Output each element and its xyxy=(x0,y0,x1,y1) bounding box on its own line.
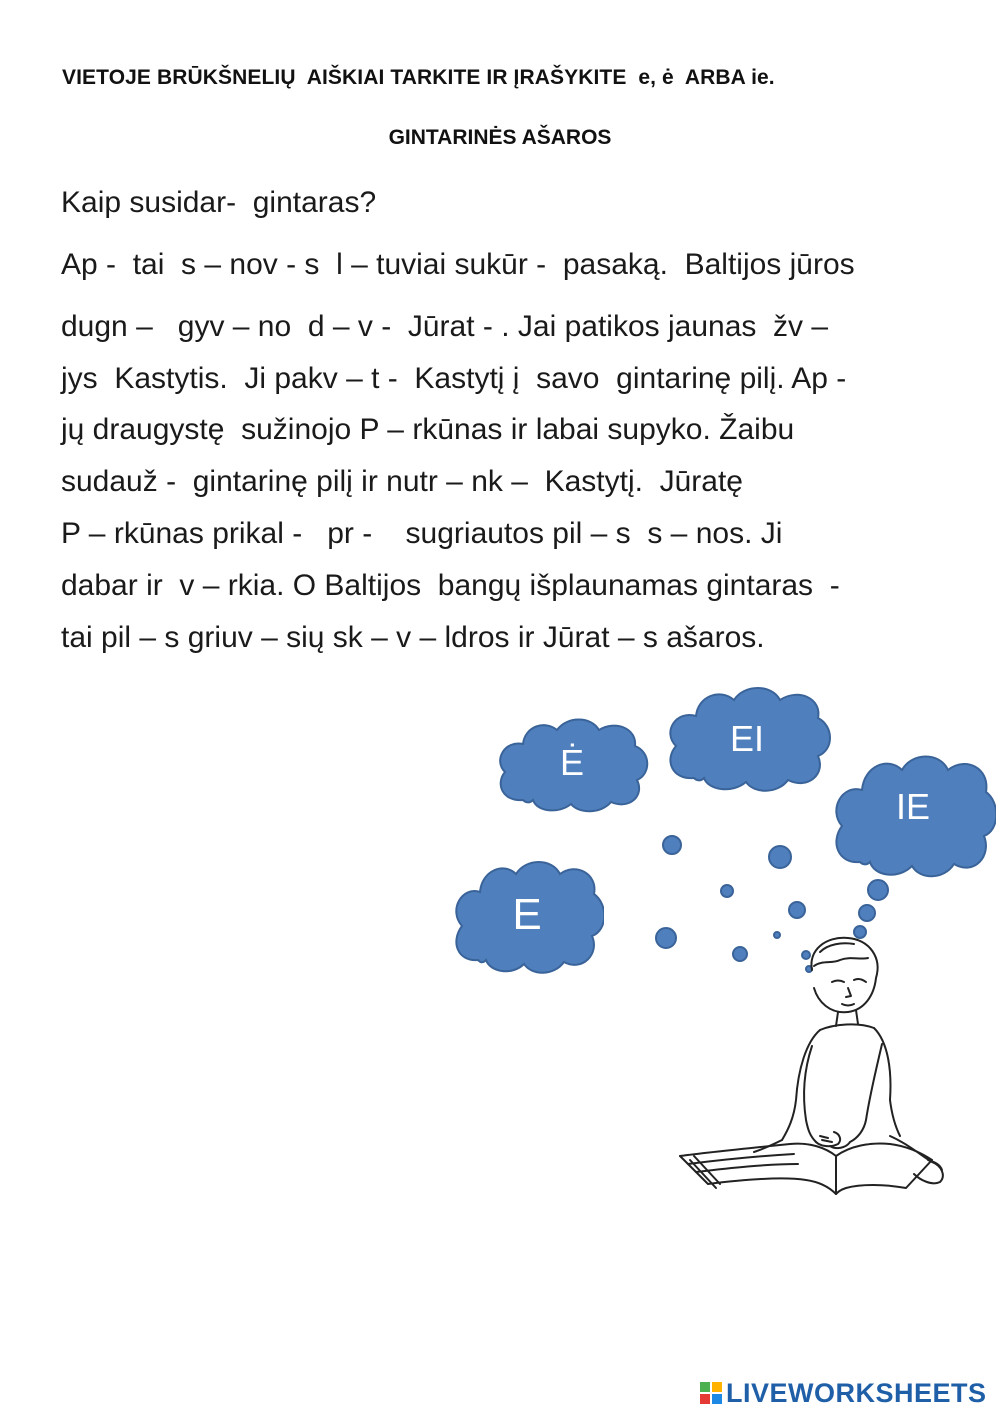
text-line: dugn – gyv – no d – v - Jūrat - . Jai patikos jaunas žv – xyxy=(61,310,829,343)
cloud-e[interactable] xyxy=(450,852,604,976)
text-line: jys Kastytis. Ji pakv – t - Kastytį į savo gintarinę pilį. Ap - xyxy=(61,362,847,395)
text-line: dabar ir v – rkia. O Baltijos bangų išplaunamas gintaras - xyxy=(61,569,840,602)
text-line: tai pil – s griuv – sių sk – v – ldros ir Jūrat – s ašaros. xyxy=(61,621,765,654)
text-line: sudauž - gintarinę pilį ir nutr – nk – Kastytį. Jūratę xyxy=(61,465,743,498)
text-line: P – rkūnas prikal - pr - sugriautos pil – s s – nos. Ji xyxy=(61,517,783,550)
cloud-label: IE xyxy=(895,786,930,827)
logo-icon xyxy=(700,1382,722,1404)
cloud-label: E xyxy=(512,890,542,939)
text-line: jų draugystę sužinojo P – rkūnas ir labai supyko. Žaibu xyxy=(61,413,795,446)
cloud-ie[interactable] xyxy=(830,746,996,880)
cloud-label: EI xyxy=(729,718,764,759)
instruction-heading: VIETOJE BRŪKŠNELIŲ AIŠKIAI TARKITE IR ĮRAŠYKITE e, ė ARBA ie. xyxy=(62,66,775,89)
cloud-ei[interactable] xyxy=(662,680,832,794)
logo-text: LIVEWORKSHEETS xyxy=(726,1377,987,1408)
text-line: Ap - tai s – nov - s l – tuviai sukūr - pasaką. Baltijos jūros xyxy=(61,248,855,281)
text-line: Kaip susidar- gintaras? xyxy=(61,186,377,219)
cloud-label: Ė xyxy=(559,742,584,783)
story-title: GINTARINĖS AŠAROS xyxy=(388,126,612,149)
child-reading-illustration xyxy=(670,930,950,1210)
cloud-e-dot[interactable] xyxy=(493,712,651,814)
liveworksheets-logo[interactable] xyxy=(700,1378,987,1408)
